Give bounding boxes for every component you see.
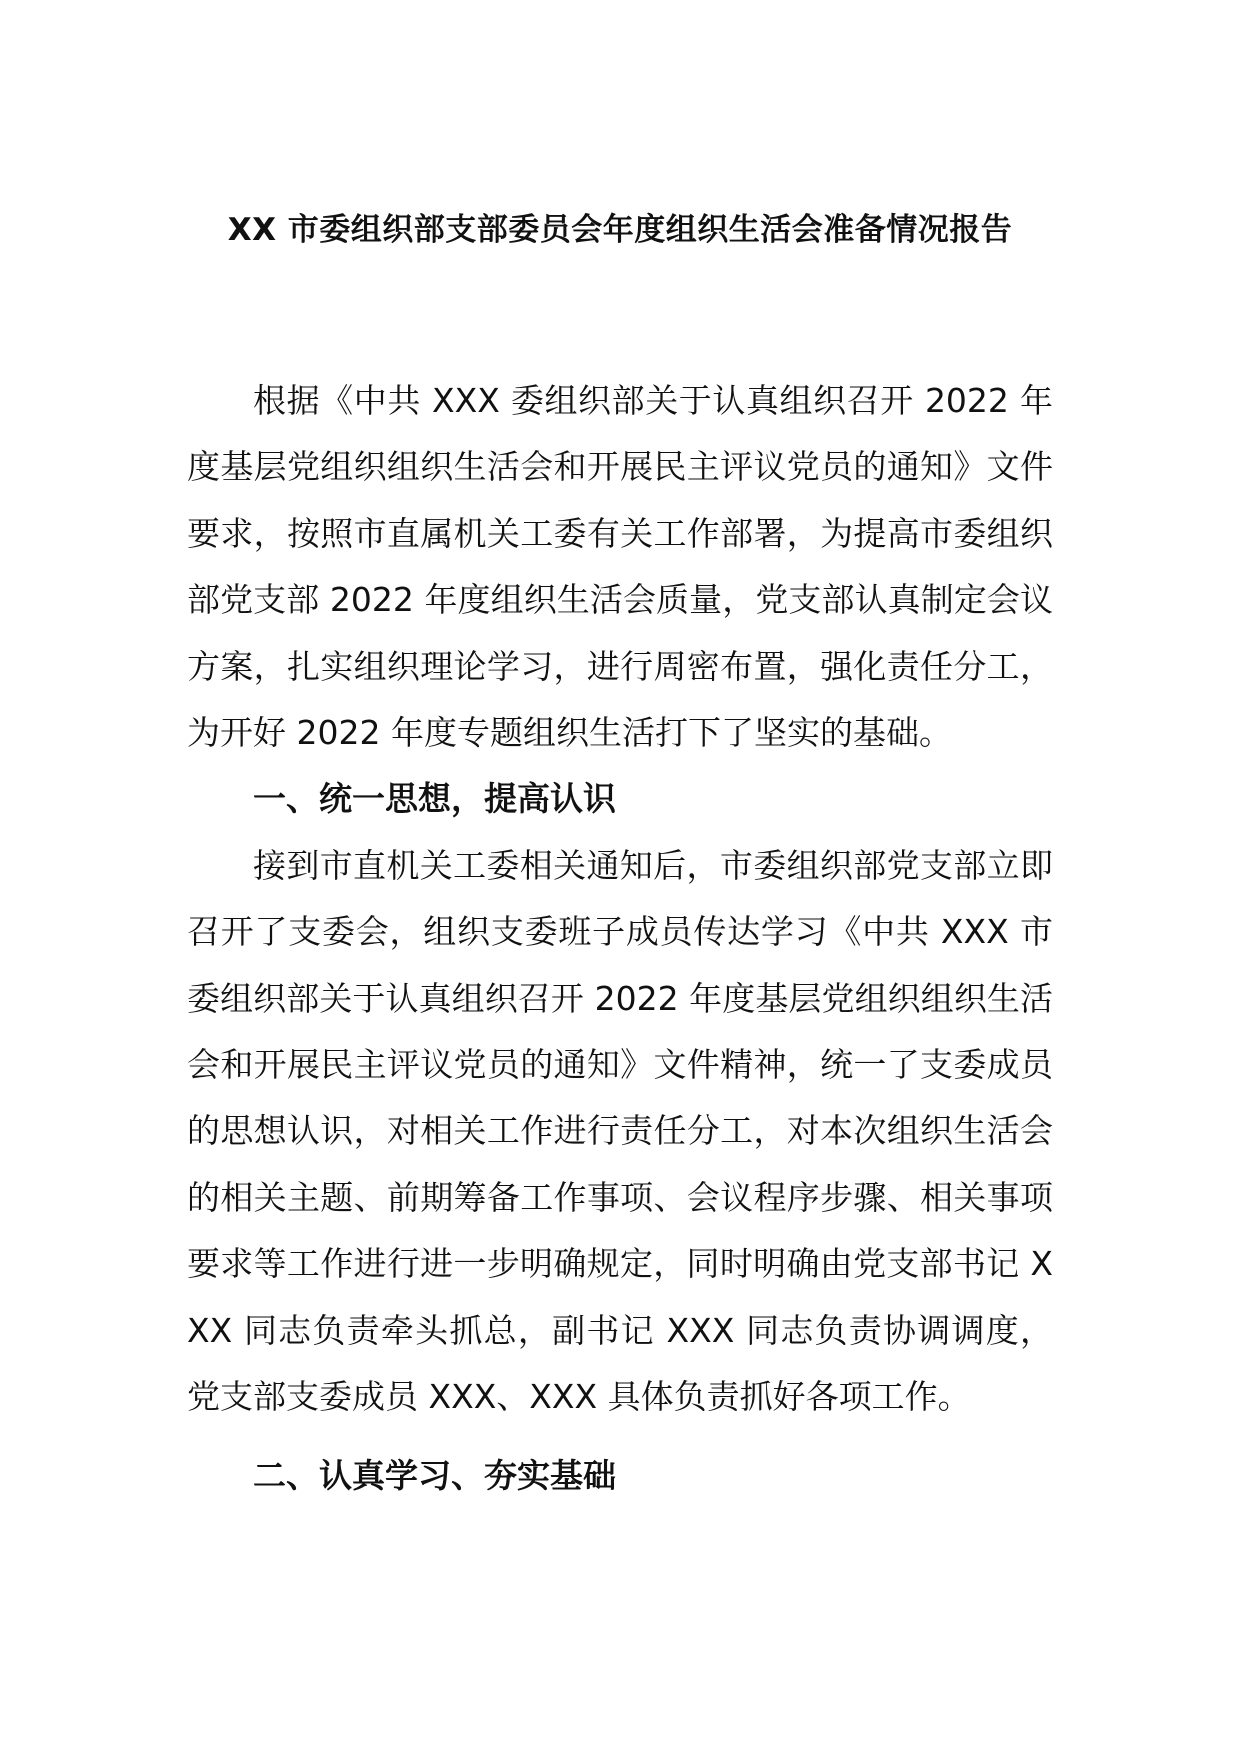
document-body (187, 368, 1053, 1509)
paragraph-intro: 根据《中共 XXX 委组织部关于认真组织召开 2022 年度基层党组织组织生活会和开展民主评议党员的通知》文件要求，按照市直属机关工委有关工作部署，为提高市委组织部党支部 2022 年度组织生活会质量，党支部认真制定会议方案，扎实组织理论学习，进行周密布置，强化责任分工，为开好 2022 年度专题组织生活打下了坚实的基础。 (187, 381, 1053, 753)
section-heading-1: 一、统一思想，提高认识 (253, 779, 616, 819)
document-title: XX 市委组织部支部委员会年度组织生活会准备情况报告 (227, 212, 1013, 248)
paragraph-section-1: 接到市直机关工委相关通知后，市委组织部党支部立即召开了支委会，组织支委班子成员传达学习《中共 XXX 市委组织部关于认真组织召开 2022 年度基层党组织组织生活会和开展民主评议党员的通知》文件精神，统一了支委成员的思想认识，对相关工作进行责任分工，对本次组织生活会的相关主题、前期筹备工作事项、会议程序步骤、相关事项要求等工作进行进一步明确规定，同时明确由党支部书记 XXX 同志负责牵头抓总，副书记 XXX 同志负责协调调度，党支部支委成员 XXX、XXX 具体负责抓好各项工作。 (187, 845, 1053, 1417)
section-heading-2: 二、认真学习、夯实基础 (253, 1455, 616, 1495)
